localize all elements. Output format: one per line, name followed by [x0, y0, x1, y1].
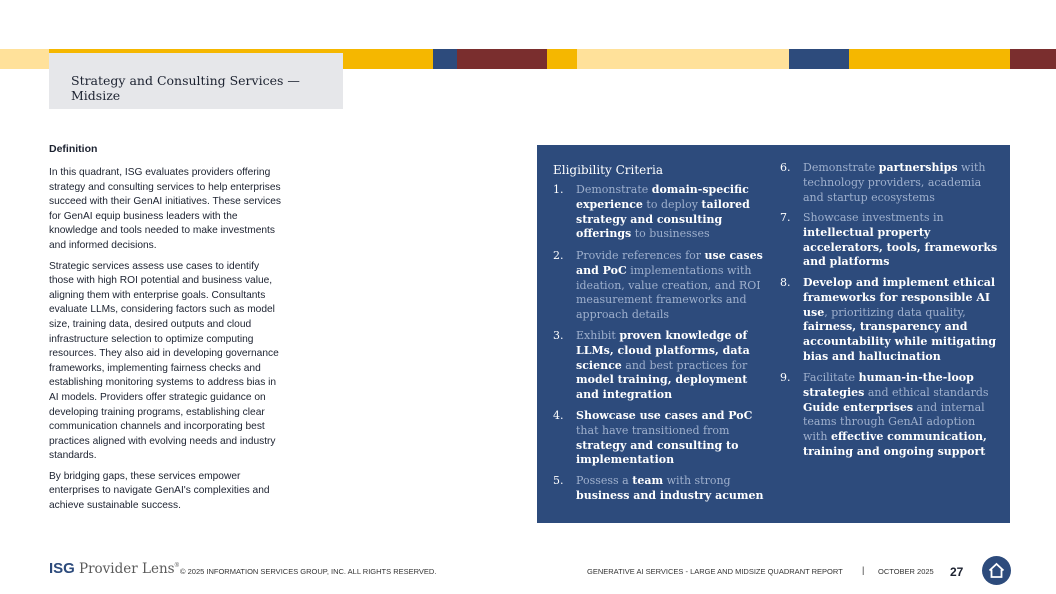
criterion-body: Provide references for: [576, 249, 705, 262]
criterion-highlight: effective communication, training and ongoing support: [803, 430, 987, 458]
footer-separator: |: [862, 565, 865, 575]
criterion-number: 6.: [780, 161, 791, 174]
criterion-6: [780, 161, 998, 205]
stripe-maroon-1: [457, 49, 547, 69]
criterion-highlight: intellectual property accelerators, tools, frameworks and platforms: [803, 225, 998, 269]
definition-paragraph: By bridging gaps, these services empower enterprises to navigate GenAI's complexities and achieve sustainable success.: [49, 470, 270, 512]
criterion-number: 1.: [553, 183, 564, 196]
home-button[interactable]: [982, 556, 1011, 585]
criterion-body: Facilitate: [803, 371, 859, 384]
criterion-number: 3.: [553, 329, 564, 342]
stripe-light-gold-1: [0, 49, 49, 69]
criterion-number: 2.: [553, 249, 564, 262]
criterion-highlight: strategy and consulting to implementation: [576, 438, 739, 467]
copyright-text: © 2025 INFORMATION SERVICES GROUP, INC. ALL RIGHTS RESERVED.: [180, 567, 437, 576]
criterion-highlight: fairness, transparency and accountability while mitigating bias and hallucination: [803, 320, 997, 363]
criterion-body: implementations with ideation, value creation, and ROI measurement frameworks and approach details: [576, 263, 761, 322]
criterion-number: 5.: [553, 474, 564, 487]
criterion-highlight: domain-specific experience: [576, 183, 749, 211]
criterion-number: 9.: [780, 371, 791, 384]
criterion-4: [553, 409, 768, 468]
stripe-gold-3: [849, 49, 1010, 69]
criterion-highlight: business and industry acumen: [576, 488, 764, 502]
criterion-body: Demonstrate: [803, 161, 879, 174]
title-tab: [49, 49, 343, 109]
criterion-8: [780, 276, 998, 365]
criterion-highlight: Guide enterprises: [803, 400, 914, 414]
report-name: GENERATIVE AI SERVICES - LARGE AND MIDSIZE QUADRANT REPORT: [587, 567, 843, 576]
criterion-text: [576, 409, 768, 468]
criterion-highlight: team: [632, 474, 664, 487]
criterion-body: and ethical standards: [864, 385, 989, 399]
criterion-body: Demonstrate: [576, 183, 652, 196]
stripe-light-gold-2: [577, 49, 789, 69]
isg-provider-lens-logo[interactable]: [49, 560, 179, 577]
stripe-navy-2: [789, 49, 849, 69]
criterion-body: with technology providers, academia and startup ecosystems: [803, 161, 986, 204]
criterion-body: Showcase investments in: [803, 211, 944, 224]
criterion-body: that have transitioned from: [576, 423, 730, 437]
criterion-text: [803, 276, 998, 365]
criterion-text: [803, 211, 998, 270]
criterion-body: to businesses: [631, 227, 710, 241]
criterion-text: [576, 474, 768, 504]
criterion-5: [553, 474, 768, 504]
criterion-body: Exhibit: [576, 329, 620, 342]
criterion-body: and internal teams through GenAI adoption with: [803, 400, 985, 444]
criterion-1: [553, 183, 768, 242]
criterion-body: Possess a: [576, 474, 633, 487]
criterion-text: [576, 249, 768, 323]
criterion-body: to deploy: [642, 197, 702, 211]
criterion-body: and best practices for: [621, 358, 748, 372]
criterion-text: [803, 371, 998, 460]
criterion-highlight: tailored strategy and consulting offerings: [576, 197, 750, 241]
criterion-7: [780, 211, 998, 270]
criterion-highlight: Develop and implement ethical frameworks for responsible AI use: [803, 276, 996, 319]
criterion-9: [780, 371, 998, 460]
home-icon: [988, 562, 1005, 579]
criterion-2: [553, 249, 768, 323]
report-date: OCTOBER 2025: [878, 567, 934, 576]
criterion-text: [576, 329, 768, 403]
criterion-body: with strong: [663, 474, 731, 487]
stripe-maroon-2: [1010, 49, 1056, 69]
criterion-highlight: model training, deployment and integration: [576, 373, 748, 402]
stripe-gold-1: [343, 49, 433, 69]
definition-paragraph: In this quadrant, ISG evaluates providers offering strategy and consulting services to help enterprises succeed with their GenAI initiatives. These services for GenAI equip business leaders with the knowledge and tools needed to make investments and informed decisions.: [49, 167, 281, 251]
criterion-highlight: Showcase use cases and PoC: [576, 409, 753, 422]
criterion-number: 4.: [553, 409, 564, 422]
criterion-highlight: human-in-the-loop strategies: [803, 371, 974, 399]
criterion-3: [553, 329, 768, 403]
criterion-number: 8.: [780, 276, 791, 289]
eligibility-panel: [537, 145, 1010, 523]
criterion-text: [803, 161, 998, 205]
logo-isg: ISG: [49, 560, 75, 577]
criterion-number: 7.: [780, 211, 791, 224]
definition-paragraph: Strategic services assess use cases to identify those with high ROI potential and business value, aligning them with enterprise goals. Consultants evaluate LLMs, considering factors such as model size, training data, desired outputs and cloud infrastructure selection to optimize computing resources. They also aid in developing governance frameworks, implementing fairness checks and establishing monitoring systems to address bias in AI models. Providers offer strategic guidance on developing training programs, establishing clear communication channels and incorporating best practices aligned with evolving needs and industry standards.: [49, 260, 279, 462]
logo-provider-lens: Provider Lens: [79, 561, 175, 577]
criterion-highlight: partnerships: [878, 161, 958, 174]
definition-section: [49, 143, 281, 520]
logo-registered-mark: ®: [174, 563, 179, 569]
stripe-gold-2: [547, 49, 577, 69]
page-number: 27: [950, 565, 964, 579]
criterion-text: [576, 183, 768, 242]
eligibility-title: Eligibility Criteria: [553, 163, 663, 177]
page-title: Strategy and Consulting Services — Midsize: [71, 73, 300, 103]
criterion-highlight: proven knowledge of LLMs, cloud platforms, data science: [576, 329, 750, 372]
stripe-navy-1: [433, 49, 457, 69]
criterion-body: , prioritizing data quality,: [824, 305, 966, 319]
definition-heading: Definition: [49, 143, 98, 155]
criterion-highlight: use cases and PoC: [576, 249, 763, 277]
